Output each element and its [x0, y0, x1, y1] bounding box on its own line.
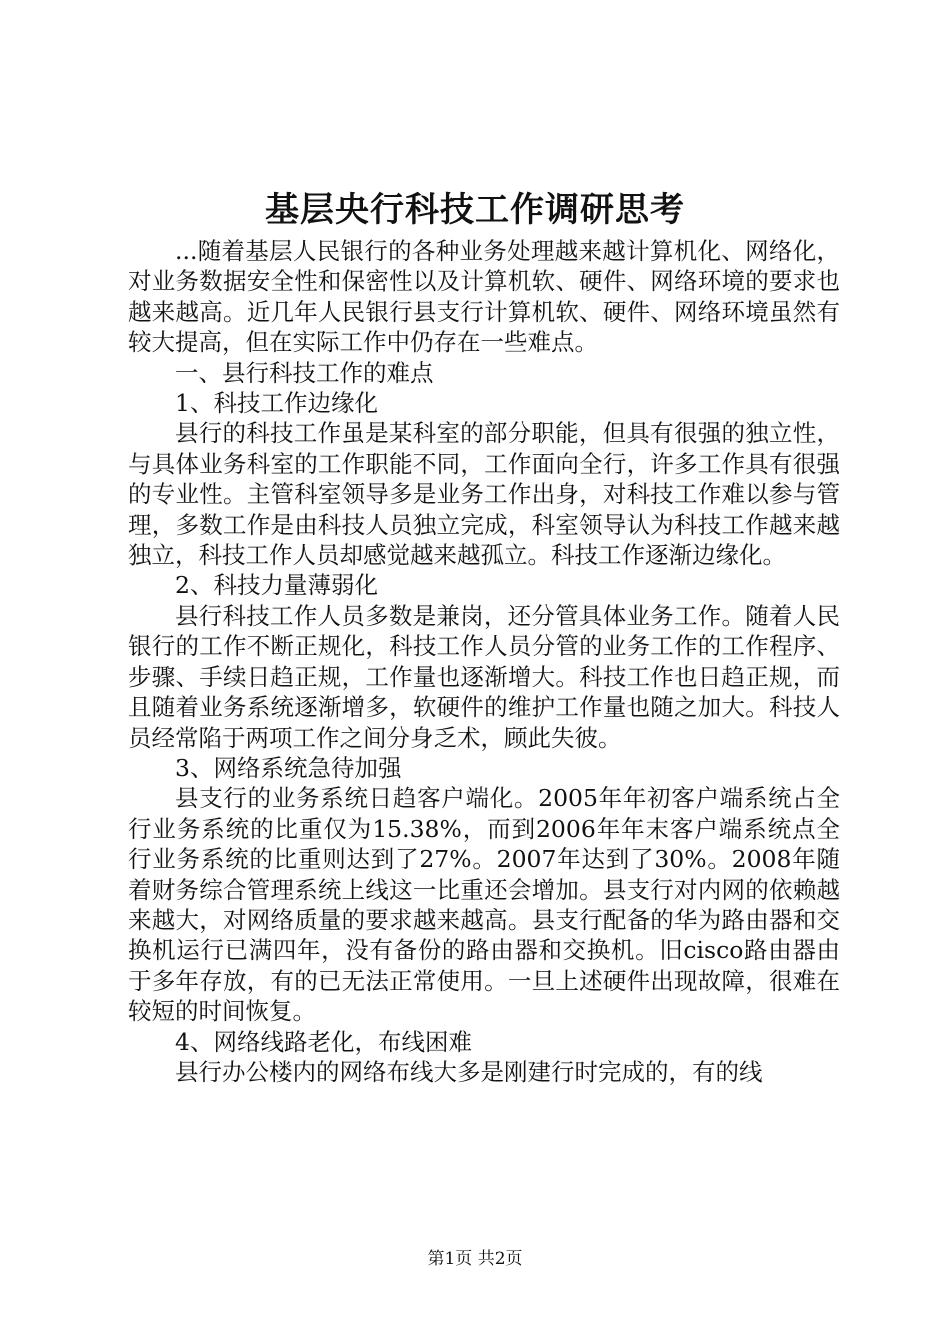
paragraph-weak-staff: 县行科技工作人员多数是兼岗，还分管具体业务工作。随着人民银行的工作不断正规化，科技工作人员分管的业务工作的工作程序、步骤、手续日趋正规，工作量也逐渐增大。科技工作也日趋正规，而且随着业务系统逐渐增多，软硬件的维护工作量也随之加大。科技人员经常陷于两项工作之间分身乏术，顾此失彼。: [128, 601, 840, 752]
paragraph-network-system: 县支行的业务系统日趋客户端化。2005年年初客户端系统占全行业务系统的比重仅为15.38%，而到2006年年末客户端系统点全行业务系统的比重则达到了27%。2007年达到了30%。2008年随着财务综合管理系统上线这一比重还会增加。县支行对内网的依赖越来越大，对网络质量的要求越来越高。县支行配备的华为路由器和交换机运行已满四年，没有备份的路由器和交换机。旧cisco路由器由于多年存放，有的已无法正常使用。一旦上述硬件出现故障，很难在较短的时间恢复。: [128, 784, 840, 1026]
paragraph-intro: ...随着基层人民银行的各种业务处理越来越计算机化、网络化，对业务数据安全性和保密性以及计算机软、硬件、网络环境的要求也越来越高。近几年人民银行县支行计算机软、硬件、网络环境虽然有较大提高，但在实际工作中仍存在一些难点。: [128, 237, 840, 357]
document-body: [128, 236, 840, 1087]
document-title: 基层央行科技工作调研思考: [265, 190, 685, 230]
paragraph-network-wiring: 县行办公楼内的网络布线大多是刚建行时完成的，有的线: [175, 1057, 763, 1086]
paragraph-marginalization: 县行的科技工作虽是某科室的部分职能，但具有很强的独立性，与具体业务科室的工作职能不同，工作面向全行，许多工作具有很强的专业性。主管科室领导多是业务工作出身，对科技工作难以参与管理，多数工作是由科技人员独立完成，科室领导认为科技工作越来越独立，科技工作人员却感觉越来越孤立。科技工作逐渐边缘化。: [128, 419, 840, 570]
section-heading-difficulties: 一、县行科技工作的难点: [175, 358, 434, 387]
page-footer: 第1页 共2页: [427, 1249, 523, 1269]
subheading-marginalization: 1、科技工作边缘化: [175, 389, 378, 418]
subheading-weak-staff: 2、科技力量薄弱化: [175, 571, 378, 600]
subheading-network-wiring: 4、网络线路老化，布线困难: [175, 1027, 472, 1056]
subheading-network-system: 3、网络系统急待加强: [175, 753, 402, 782]
